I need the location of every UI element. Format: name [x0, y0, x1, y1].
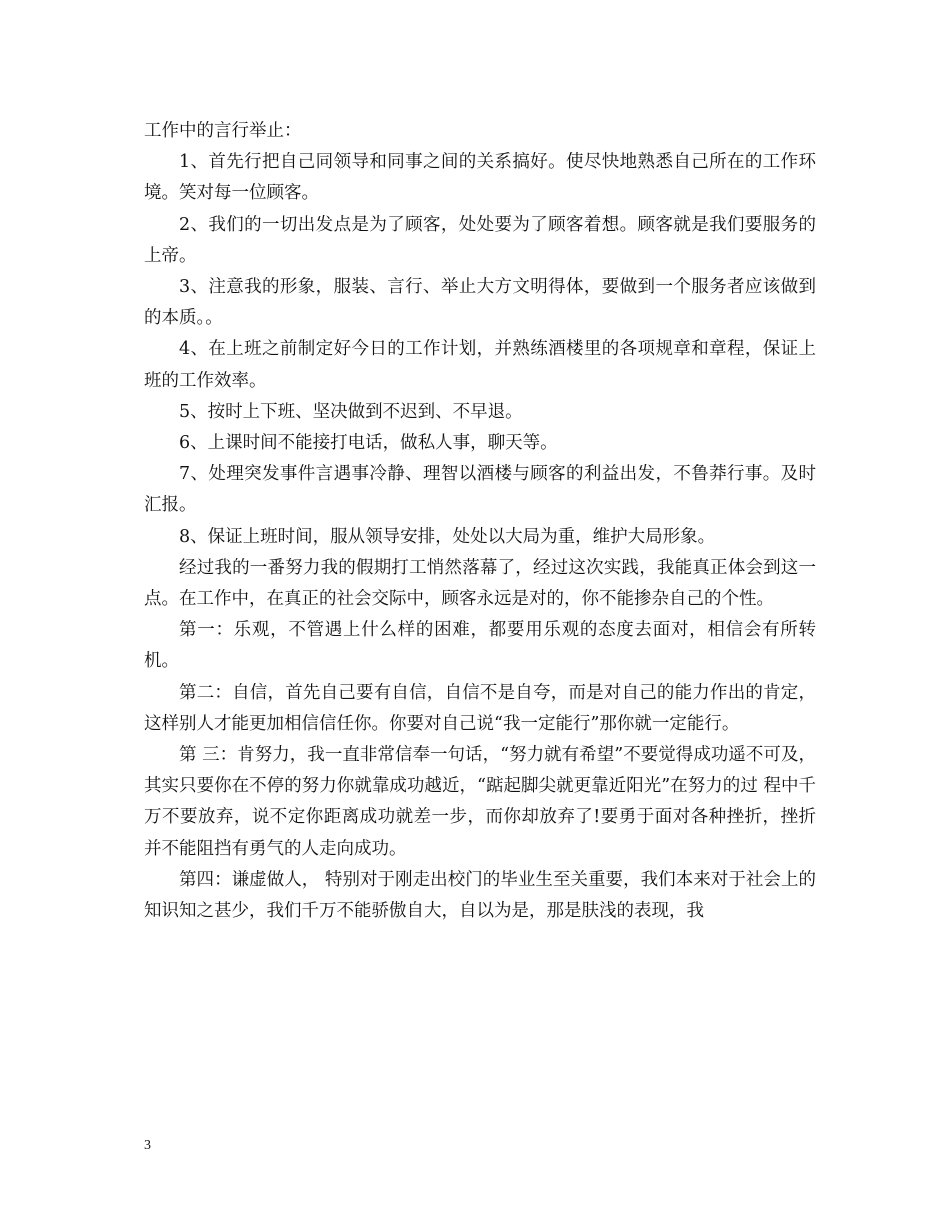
page-number: 3: [144, 1138, 151, 1153]
paragraph-item-4: 4、在上班之前制定好今日的工作计划，并熟练酒楼里的各项规章和章程，保证上班的工作效率。: [144, 339, 816, 391]
paragraph-item-2: 2、我们的一切出发点是为了顾客，处处要为了顾客着想。顾客就是我们要服务的上帝。: [144, 214, 816, 266]
paragraph-point-1: 第一：乐观，不管遇上什么样的困难，都要用乐观的态度去面对，相信会有所转机。: [144, 620, 816, 672]
paragraph-heading: 工作中的言行举止：: [144, 121, 302, 141]
paragraph-item-6: 6、上课时间不能接打电话，做私人事，聊天等。: [179, 433, 558, 454]
paragraph-point-3: 第 三：肯努力，我一直非常信奉一句话，“努力就有希望”不要觉得成功遥不可及，其实只要你在不停的努力你就靠成功越近，“踮起脚尖就更靠近阳光”在努力的过 程中千万不要放弃，说不定你距离成功就差一步，而你却放弃了!要勇于面对各种挫折，挫折并不能阻挡有勇气的人走向成功。: [144, 745, 816, 859]
paragraph-item-7: 7、处理突发事件言遇事冷静、理智以酒楼与顾客的利益出发，不鲁莽行事。及时汇报。: [144, 464, 816, 516]
paragraph-summary: 经过我的一番努力我的假期打工悄然落幕了，经过这次实践，我能真正体会到这一点。在工作中，在真正的社会交际中，顾客永远是对的，你不能掺杂自己的个性。: [144, 557, 816, 610]
paragraph-item-3: 3、注意我的形象，服装、言行、举止大方文明得体，要做到一个服务者应该做到的本质。。: [144, 277, 816, 329]
paragraph-item-1: 1、首先行把自己同领导和同事之间的关系搞好。使尽快地熟悉自己所在的工作环境。笑对每一位顾客。: [144, 152, 816, 204]
paragraph-item-8: 8、保证上班时间，服从领导安排，处处以大局为重，维护大局形象。: [179, 526, 716, 547]
document-body: [144, 116, 816, 927]
paragraph-point-2: 第二：自信，首先自己要有自信，自信不是自夸，而是对自己的能力作出的肯定，这样别人才能更加相信信任你。你要对自己说“我一定能行”那你就一定能行。: [144, 682, 816, 734]
paragraph-point-4: 第四：谦虚做人， 特别对于刚走出校门的毕业生至关重要，我们本来对于社会上的知识知之甚少，我们千万不能骄傲自大，自以为是，那是肤浅的表现，我: [144, 869, 816, 922]
paragraph-item-5: 5、按时上下班、坚决做到不迟到、不早退。: [179, 401, 523, 422]
